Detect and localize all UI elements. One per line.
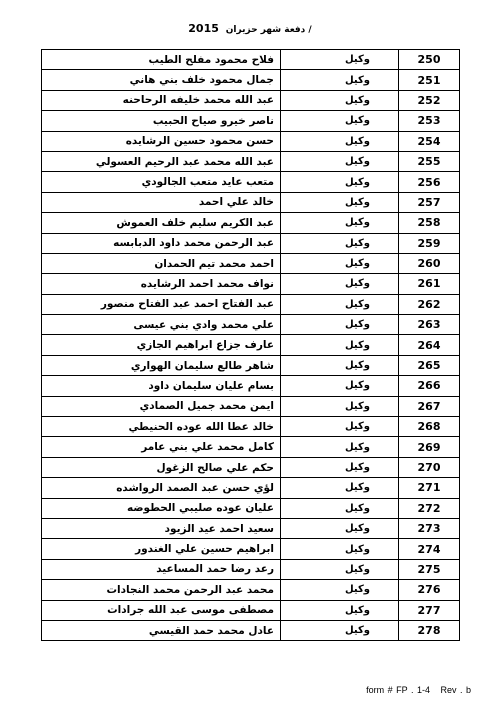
row-rank: وكيل: [281, 111, 399, 131]
table-row: [42, 437, 460, 457]
row-rank: وكيل: [281, 518, 399, 538]
page-header: [0, 22, 500, 35]
row-number: 264: [399, 335, 460, 355]
row-name: محمد عبد الرحمن محمد النجادات: [42, 580, 281, 600]
row-rank: وكيل: [281, 192, 399, 212]
table-row: [42, 335, 460, 355]
row-rank: وكيل: [281, 335, 399, 355]
row-number: 253: [399, 111, 460, 131]
row-number: 250: [399, 50, 460, 70]
table-row: [42, 274, 460, 294]
table-row: [42, 355, 460, 375]
row-name: شاهر طالع سليمان الهواري: [42, 355, 281, 375]
table-row: [42, 315, 460, 335]
table-row: [42, 518, 460, 538]
row-number: 268: [399, 417, 460, 437]
row-name: علي محمد وادي بني عيسى: [42, 315, 281, 335]
row-rank: وكيل: [281, 620, 399, 640]
row-number: 269: [399, 437, 460, 457]
row-name: عبد الرحمن محمد داود الدبابسه: [42, 233, 281, 253]
row-rank: وكيل: [281, 580, 399, 600]
row-number: 261: [399, 274, 460, 294]
table-row: [42, 478, 460, 498]
table-row: [42, 620, 460, 640]
row-rank: وكيل: [281, 70, 399, 90]
row-name: بسام عليان سليمان داود: [42, 376, 281, 396]
row-number: 259: [399, 233, 460, 253]
row-name: خالد عطا الله عوده الحنيطي: [42, 417, 281, 437]
row-name: متعب عايد متعب الجالودي: [42, 172, 281, 192]
table-row: [42, 559, 460, 579]
row-number: 265: [399, 355, 460, 375]
row-rank: وكيل: [281, 172, 399, 192]
table-row: [42, 50, 460, 70]
table-row: [42, 253, 460, 273]
row-name: فلاح محمود مفلح الطيب: [42, 50, 281, 70]
row-number: 262: [399, 294, 460, 314]
row-number: 266: [399, 376, 460, 396]
row-rank: وكيل: [281, 131, 399, 151]
row-name: خالد علي احمد: [42, 192, 281, 212]
row-name: نواف محمد احمد الرشايده: [42, 274, 281, 294]
row-name: عبد الفتاح احمد عبد الفتاح منصور: [42, 294, 281, 314]
row-number: 267: [399, 396, 460, 416]
row-name: لؤي حسن عبد الصمد الرواشده: [42, 478, 281, 498]
row-rank: وكيل: [281, 50, 399, 70]
revision-label: Rev . b: [440, 685, 471, 695]
row-number: 274: [399, 539, 460, 559]
row-rank: وكيل: [281, 315, 399, 335]
row-number: 252: [399, 90, 460, 110]
row-rank: وكيل: [281, 376, 399, 396]
header-title: دفعة شهر حزيران /: [225, 25, 312, 35]
header-year: 2015: [188, 22, 219, 35]
roster-table: [41, 49, 460, 641]
table-row: [42, 457, 460, 477]
row-number: 271: [399, 478, 460, 498]
row-name: عبد الله محمد خليفه الرحاحنه: [42, 90, 281, 110]
table-row: [42, 376, 460, 396]
row-rank: وكيل: [281, 437, 399, 457]
row-number: 272: [399, 498, 460, 518]
row-number: 275: [399, 559, 460, 579]
table-row: [42, 580, 460, 600]
row-number: 263: [399, 315, 460, 335]
row-number: 260: [399, 253, 460, 273]
row-number: 257: [399, 192, 460, 212]
row-rank: وكيل: [281, 355, 399, 375]
table-row: [42, 498, 460, 518]
table-row: [42, 600, 460, 620]
row-name: سعيد احمد عيد الزيود: [42, 518, 281, 538]
table-row: [42, 294, 460, 314]
row-rank: وكيل: [281, 213, 399, 233]
form-number: form # FP . 1-4: [366, 685, 430, 695]
row-rank: وكيل: [281, 294, 399, 314]
row-name: ناصر خيرو صياح الحبيب: [42, 111, 281, 131]
table-row: [42, 396, 460, 416]
table-row: [42, 192, 460, 212]
row-rank: وكيل: [281, 559, 399, 579]
row-name: عادل محمد حمد القيسي: [42, 620, 281, 640]
row-number: 278: [399, 620, 460, 640]
table-row: [42, 151, 460, 171]
row-rank: وكيل: [281, 498, 399, 518]
row-rank: وكيل: [281, 396, 399, 416]
row-rank: وكيل: [281, 457, 399, 477]
row-number: 255: [399, 151, 460, 171]
row-name: عبد الله محمد عبد الرحيم العسولي: [42, 151, 281, 171]
row-name: عليان عوده صليبي الحطوضه: [42, 498, 281, 518]
table-row: [42, 233, 460, 253]
row-name: احمد محمد تيم الحمدان: [42, 253, 281, 273]
row-rank: وكيل: [281, 539, 399, 559]
table-row: [42, 70, 460, 90]
row-rank: وكيل: [281, 478, 399, 498]
row-name: عارف جزاع ابراهيم الجازي: [42, 335, 281, 355]
row-rank: وكيل: [281, 417, 399, 437]
row-number: 270: [399, 457, 460, 477]
roster-table-body: [42, 50, 460, 641]
table-row: [42, 539, 460, 559]
table-row: [42, 417, 460, 437]
row-name: ابراهيم حسين علي الغندور: [42, 539, 281, 559]
row-number: 254: [399, 131, 460, 151]
table-row: [42, 90, 460, 110]
row-number: 276: [399, 580, 460, 600]
table-row: [42, 111, 460, 131]
row-rank: وكيل: [281, 600, 399, 620]
form-footer: [366, 685, 471, 695]
row-name: حكم علي صالح الزغول: [42, 457, 281, 477]
row-rank: وكيل: [281, 274, 399, 294]
row-number: 251: [399, 70, 460, 90]
row-number: 277: [399, 600, 460, 620]
row-name: عبد الكريم سليم خلف العموش: [42, 213, 281, 233]
table-row: [42, 172, 460, 192]
row-name: رعد رضا حمد المساعيد: [42, 559, 281, 579]
row-name: مصطفى موسى عبد الله جرادات: [42, 600, 281, 620]
table-row: [42, 131, 460, 151]
row-number: 256: [399, 172, 460, 192]
row-rank: وكيل: [281, 253, 399, 273]
row-number: 258: [399, 213, 460, 233]
row-rank: وكيل: [281, 151, 399, 171]
row-name: كامل محمد علي بني عامر: [42, 437, 281, 457]
row-rank: وكيل: [281, 90, 399, 110]
row-name: حسن محمود حسين الرشايده: [42, 131, 281, 151]
row-number: 273: [399, 518, 460, 538]
row-name: جمال محمود خلف بني هاني: [42, 70, 281, 90]
row-name: ايمن محمد جميل الصمادي: [42, 396, 281, 416]
row-rank: وكيل: [281, 233, 399, 253]
table-row: [42, 213, 460, 233]
